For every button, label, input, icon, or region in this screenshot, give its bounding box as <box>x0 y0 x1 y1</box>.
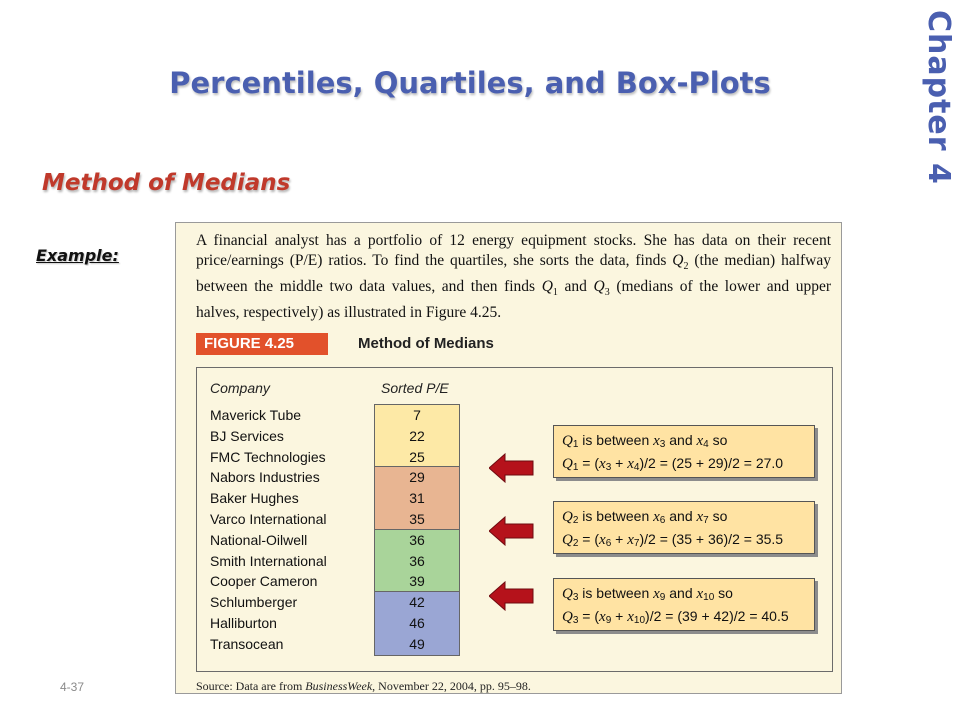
pe-group-3 <box>374 529 460 593</box>
pe-value: 36 <box>409 552 425 569</box>
quartile-rule: $Q_3$ is between $x_9$ and $x_{10}$ so <box>562 585 733 603</box>
pe-value: 46 <box>409 614 425 631</box>
pe-value: 49 <box>409 635 425 652</box>
slide-title: Percentiles, Quartiles, and Box-Plots <box>169 66 771 100</box>
pe-value: 42 <box>409 594 425 611</box>
pe-value: 39 <box>409 573 425 590</box>
pe-value: 36 <box>409 531 425 548</box>
left-arrow-icon <box>489 516 535 546</box>
quartile-formula: $Q_1 = (x_3 + x_4)/2 = (25 + 29)/2 = 27.0$ <box>562 455 784 473</box>
company-name: National-Oilwell <box>210 531 308 548</box>
pe-value: 22 <box>409 427 425 444</box>
company-header: Company <box>210 380 270 396</box>
figure-label: FIGURE 4.25 <box>196 333 328 355</box>
quartile-box-q3 <box>553 578 815 631</box>
intro-paragraph: A financial analyst has a portfolio of 12 energy equipment stocks. She has data on their recent price/earnings (P/E) ratios. To find the quartiles, she sorts the data, finds $Q_2$ (the median) halfway between the middle two data values, and then finds $Q_1$ and $Q_3$ (medians of the lower and upper halves, respectively) as illustrated in Figure 4.25. <box>196 232 831 322</box>
pe-value: 31 <box>409 490 425 507</box>
source-note: Source: Data are from BusinessWeek, November 22, 2004, pp. 95–98. <box>196 679 531 693</box>
company-name: Cooper Cameron <box>210 573 318 590</box>
pe-group-4 <box>374 591 460 655</box>
figure-box <box>196 367 833 672</box>
quartile-formula: $Q_3 = (x_9 + x_{10})/2 = (39 + 42)/2 = 40.5$ <box>562 608 789 626</box>
quartile-rule: $Q_2$ is between $x_6$ and $x_7$ so <box>562 508 728 526</box>
quartile-box-q2 <box>553 501 815 554</box>
slide-number: 4-37 <box>60 680 85 694</box>
company-name: Varco International <box>210 511 327 527</box>
company-name: Baker Hughes <box>210 490 299 507</box>
chapter-label: Chapter 4 <box>921 10 956 185</box>
quartile-formula: $Q_2 = (x_6 + x_7)/2 = (35 + 36)/2 = 35.5$ <box>562 531 784 549</box>
company-name: FMC Technologies <box>210 448 326 465</box>
quartile-box-q1 <box>553 425 815 478</box>
left-arrow-icon <box>489 581 535 611</box>
company-name: Transocean <box>210 635 284 652</box>
company-name: Schlumberger <box>210 594 298 611</box>
company-name: Nabors Industries <box>210 469 320 486</box>
pe-value: 35 <box>409 510 425 527</box>
example-label: Example: <box>36 246 119 265</box>
textbook-excerpt <box>175 222 842 694</box>
pe-group-2 <box>374 466 460 530</box>
quartile-rule: $Q_1$ is between $x_3$ and $x_4$ so <box>562 432 728 450</box>
company-name: Maverick Tube <box>210 407 302 423</box>
figure-title: Method of Medians <box>358 335 494 352</box>
pe-value: 29 <box>409 469 425 486</box>
pe-value: 25 <box>409 448 425 465</box>
section-subtitle: Method of Medians <box>42 170 291 196</box>
company-name: Smith International <box>210 552 327 569</box>
pe-value: 7 <box>413 407 421 423</box>
left-arrow-icon <box>489 453 535 483</box>
company-name: BJ Services <box>210 427 284 444</box>
company-name: Halliburton <box>210 615 277 631</box>
pe-group-1 <box>374 404 460 468</box>
pe-header: Sorted P/E <box>381 380 449 396</box>
